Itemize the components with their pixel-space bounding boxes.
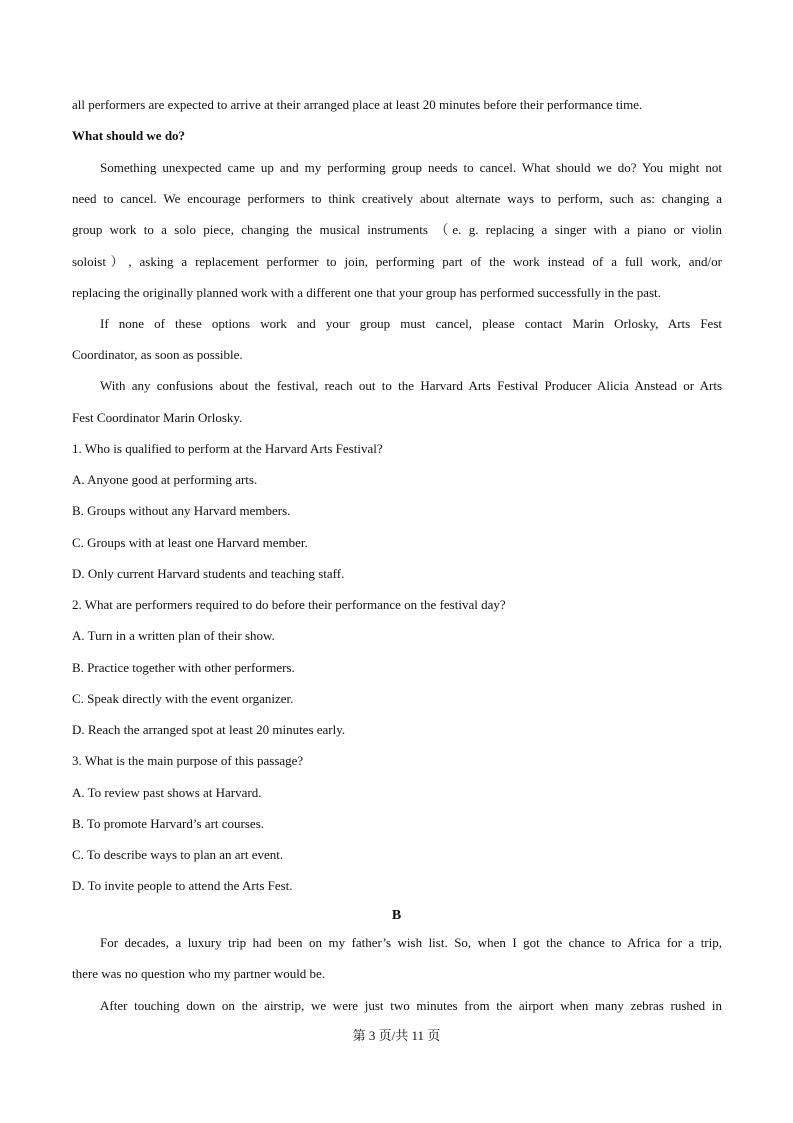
page-footer: 第 3 页/共 11 页	[352, 1028, 441, 1043]
option-1c: C. Groups with at least one Harvard member.	[72, 535, 308, 550]
section-b-heading: B	[391, 908, 402, 923]
option-1b: B. Groups without any Harvard members.	[72, 503, 291, 518]
option-2c: C. Speak directly with the event organizer.	[72, 691, 294, 706]
paragraph-line: need to cancel. We encourage performers to think creatively about alternate ways to perform, such as: changing a	[72, 191, 722, 206]
paragraph-line: Fest Coordinator Marin Orlosky.	[72, 410, 243, 425]
paragraph-line: If none of these options work and your group must cancel, please contact Marin Orlosky, Arts Fest	[100, 316, 722, 331]
option-2d: D. Reach the arranged spot at least 20 minutes early.	[72, 722, 346, 737]
question-2: 2. What are performers required to do before their performance on the festival day?	[72, 597, 506, 612]
paragraph-line: With any confusions about the festival, reach out to the Harvard Arts Festival Producer Alicia Anstead or Arts	[100, 378, 722, 393]
paragraph-line: all performers are expected to arrive at their arranged place at least 20 minutes before their performance time.	[72, 97, 643, 112]
option-1d: D. Only current Harvard students and teaching staff.	[72, 566, 345, 581]
question-1: 1. Who is qualified to perform at the Harvard Arts Festival?	[72, 441, 383, 456]
paragraph-line: Coordinator, as soon as possible.	[72, 347, 243, 362]
option-1a: A. Anyone good at performing arts.	[72, 472, 258, 487]
option-2b: B. Practice together with other performers.	[72, 660, 295, 675]
option-3d: D. To invite people to attend the Arts Fest.	[72, 878, 293, 893]
paragraph-line: replacing the originally planned work with a different one that your group has performed successfully in the past.	[72, 285, 661, 300]
option-3a: A. To review past shows at Harvard.	[72, 785, 262, 800]
question-3: 3. What is the main purpose of this passage?	[72, 753, 304, 768]
option-3b: B. To promote Harvard’s art courses.	[72, 816, 264, 831]
option-2a: A. Turn in a written plan of their show.	[72, 628, 275, 643]
paragraph-line: Something unexpected came up and my performing group needs to cancel. What should we do? You might not	[100, 160, 722, 175]
paragraph-line: For decades, a luxury trip had been on my father’s wish list. So, when I got the chance to Africa for a trip,	[100, 935, 722, 950]
paragraph-line: there was no question who my partner would be.	[72, 966, 326, 981]
paragraph-line: After touching down on the airstrip, we were just two minutes from the airport when many zebras rushed in	[100, 998, 722, 1013]
paragraph-line: group work to a solo piece, changing the musical instruments （e. g. replacing a singer with a piano or violin	[72, 222, 722, 237]
option-3c: C. To describe ways to plan an art event.	[72, 847, 284, 862]
paragraph-line: soloist）, asking a replacement performer to join, performing part of the work instead of a full work, and/or	[72, 254, 722, 269]
section-heading: What should we do?	[72, 128, 186, 143]
